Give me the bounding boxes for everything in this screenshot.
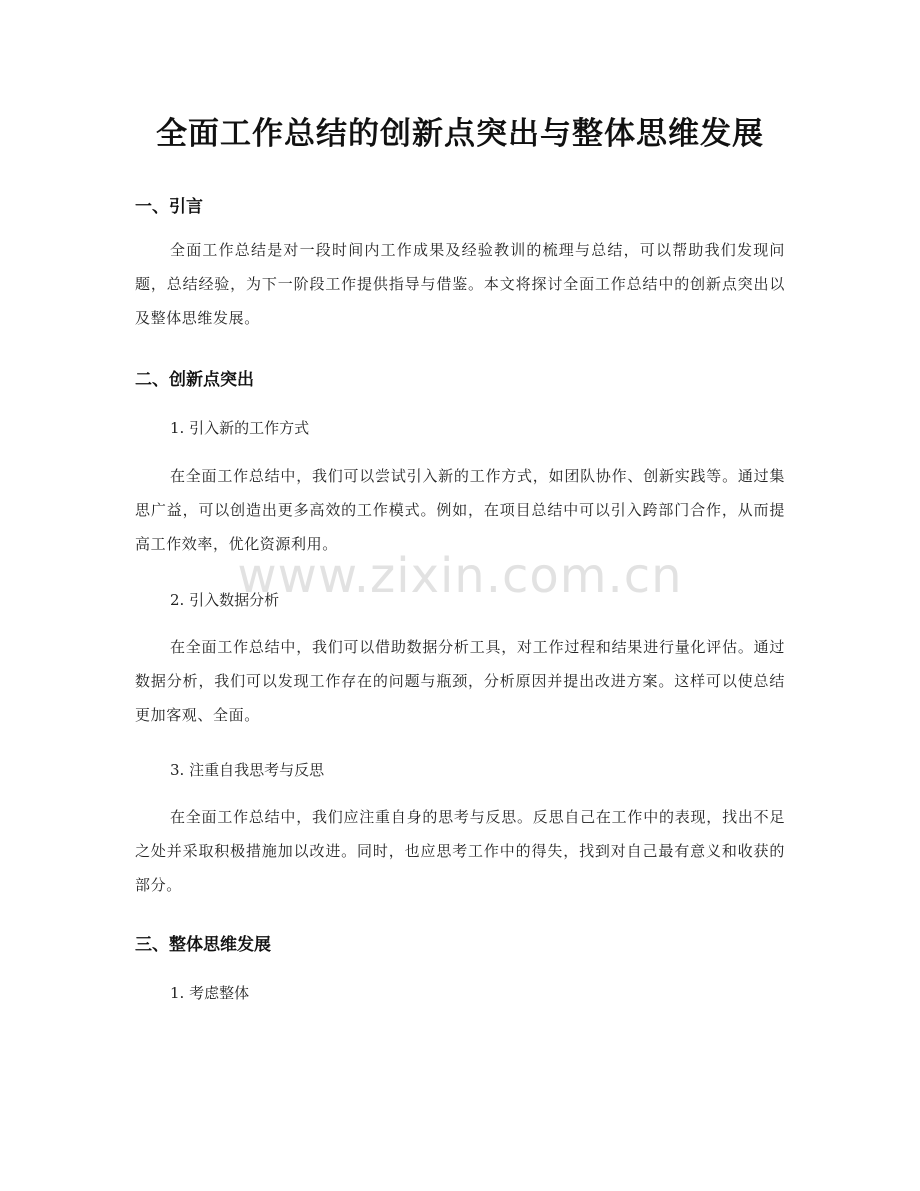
section-heading-holistic-thinking: 三、整体思维发展 (135, 935, 271, 955)
watermark: www.zixin.com.cn (237, 548, 683, 604)
section-heading-intro: 一、引言 (135, 197, 203, 217)
page-title: 全面工作总结的创新点突出与整体思维发展 (156, 116, 764, 152)
subheading-data-analysis: 2. 引入数据分析 (170, 591, 280, 609)
paragraph-data-analysis: 在全面工作总结中，我们可以借助数据分析工具，对工作过程和结果进行量化评估。通过数据分析，我们可以发现工作存在的问题与瓶颈，分析原因并提出改进方案。这样可以使总结更加客观、全面。 (135, 638, 785, 724)
section-heading-innovation: 二、创新点突出 (135, 370, 254, 390)
paragraph-new-work-methods: 在全面工作总结中，我们可以尝试引入新的工作方式，如团队协作、创新实践等。通过集思广益，可以创造出更多高效的工作模式。例如，在项目总结中可以引入跨部门合作，从而提高工作效率，优化资源利用。 (135, 467, 785, 553)
subheading-new-work-methods: 1. 引入新的工作方式 (170, 419, 310, 437)
intro-paragraph: 全面工作总结是对一段时间内工作成果及经验教训的梳理与总结，可以帮助我们发现问题，总结经验，为下一阶段工作提供指导与借鉴。本文将探讨全面工作总结中的创新点突出以及整体思维发展。 (135, 241, 785, 327)
subheading-self-reflection: 3. 注重自我思考与反思 (170, 761, 325, 779)
paragraph-self-reflection: 在全面工作总结中，我们应注重自身的思考与反思。反思自己在工作中的表现，找出不足之处并采取积极措施加以改进。同时，也应思考工作中的得失，找到对自己最有意义和收获的部分。 (135, 808, 785, 894)
subheading-consider-whole: 1. 考虑整体 (170, 984, 250, 1002)
